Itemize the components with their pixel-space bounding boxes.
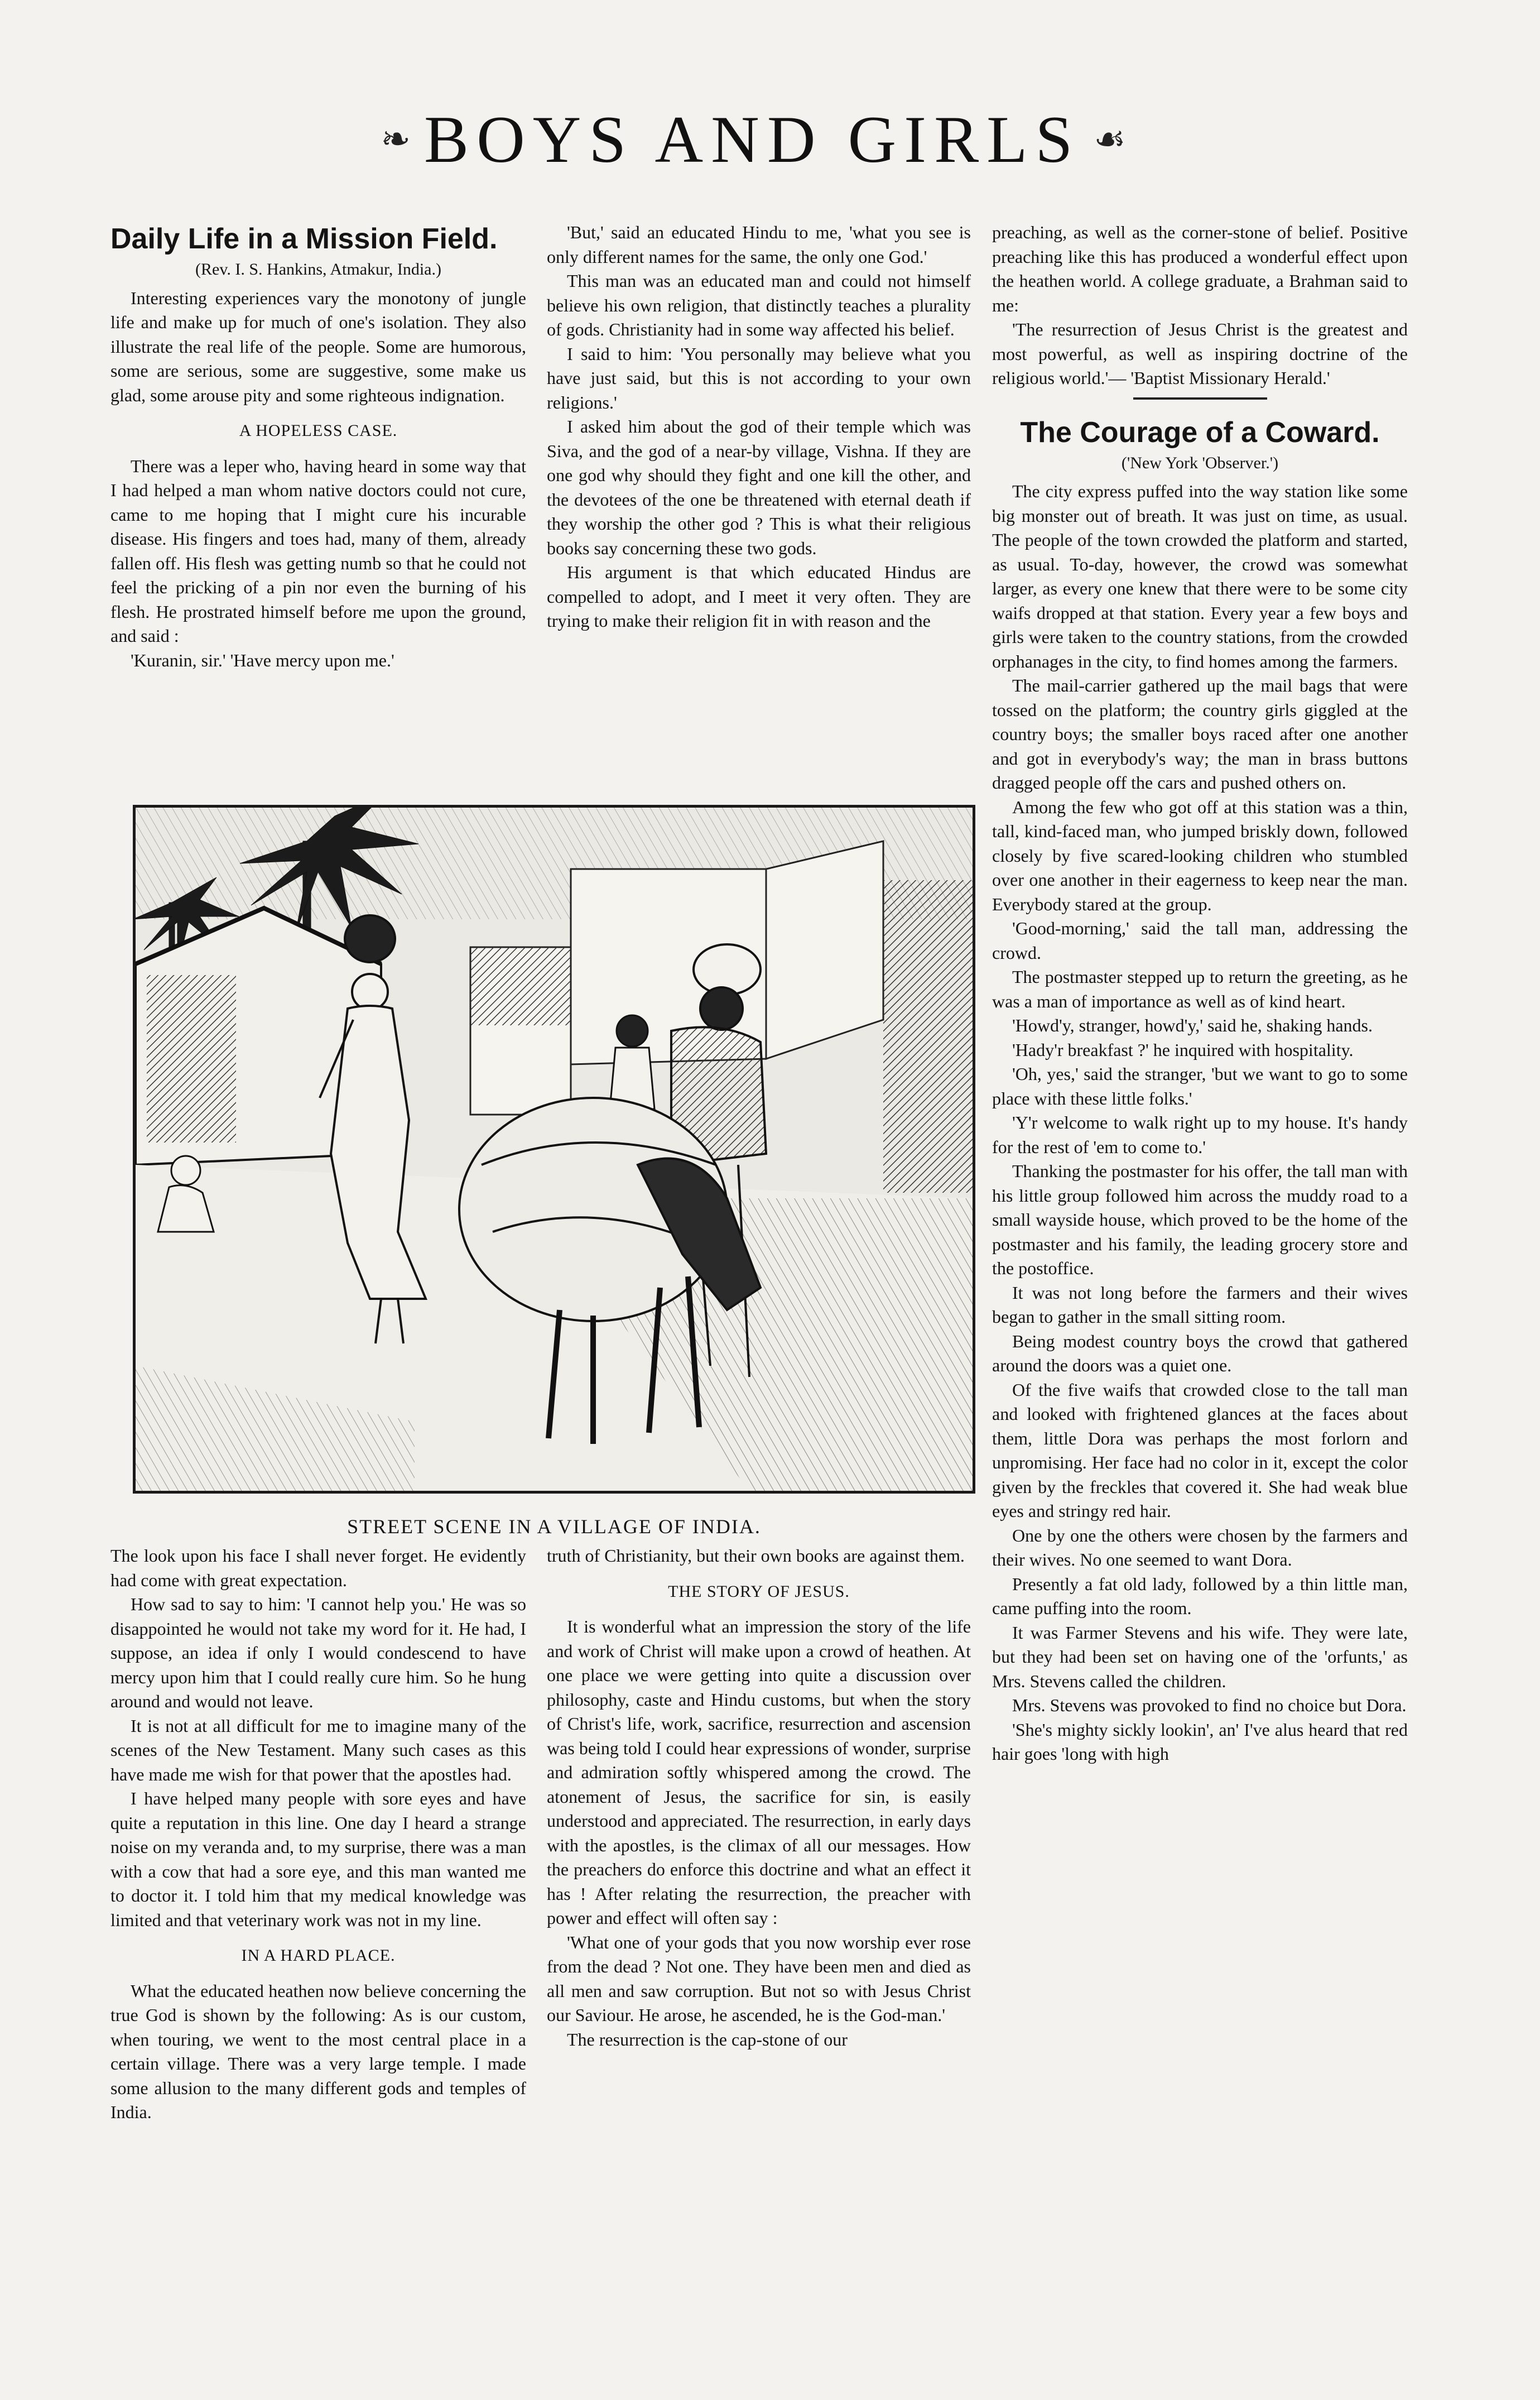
paragraph: It is wonderful what an impression the story of the life and work of Christ will make upon a crowd of heathen. At one place we were getting into quite a discussion over philosophy, caste and Hindu customs, but when the story of Christ's life, work, sacrifice, resurrection and ascension was being told I could hear expressions of wonder, surprise and admiration softly whispered among the crowd. The atonement of Jesus, the sacrifice for sin, is easily understood and appreciated. The resurrection, in early days with the apostles, is the climax of all our messages. How the preachers do enforce this doctrine and what an effect it has ! After relating the resurrection, the preacher with power and effect will often say : — [547, 1616, 971, 1928]
paragraph: 'Hady'r breakfast ?' he inquired with hospitality. — [1012, 1039, 1354, 1060]
paragraph: preaching, as well as the corner-stone of belief. Positive preaching like this has produced a wonderful effect upon the heathen world. A college graduate, a Brahman said to me: — [992, 222, 1408, 315]
paragraph: 'Howd'y, stranger, howd'y,' said he, shaking hands. — [1012, 1015, 1373, 1035]
figure-caption: STREET SCENE IN A VILLAGE OF INDIA. — [347, 1515, 761, 1538]
paragraph: The mail-carrier gathered up the mail bags that were tossed on the platform; the country girls giggled at the country boys; the smaller boys raced after one another and got in everybody's way; the man in brass buttons dragged people off the cars and pushed others on. — [992, 675, 1408, 793]
paragraph: It was Farmer Stevens and his wife. They were late, but they had been set on having one of the 'orfunts,' as Mrs. Stevens called the children. — [992, 1622, 1408, 1691]
paragraph: I asked him about the god of their temple which was Siva, and the god of a near-by village, Vishna. If they are one god why should they fight and one kill the other, and the devotees of the one be threatened with eternal death if they worship the other god ? This is what their religious books say concerning these two gods. — [547, 416, 971, 558]
paragraph: 'Oh, yes,' said the stranger, 'but we want to go to some place with these little folks.' — [992, 1064, 1408, 1108]
paragraph: The look upon his face I shall never forget. He evidently had come with great expectation. — [110, 1545, 526, 1590]
section-heading: A HOPELESS CASE. — [239, 421, 398, 440]
paragraph: It is not at all difficult for me to imagine many of the scenes of the New Testament. Many such cases as this have made me wish for that power that the apostles had. — [110, 1715, 526, 1784]
article-byline: (Rev. I. S. Hankins, Atmakur, India.) — [195, 260, 441, 279]
left-ornament-icon: ❧ — [381, 119, 411, 159]
paragraph: Being modest country boys the crowd that gathered around the doors was a quiet one. — [992, 1331, 1408, 1375]
section-heading: IN A HARD PLACE. — [241, 1946, 396, 1965]
paragraph: This man was an educated man and could not himself believe his own religion, that distinctly teaches a plurality of gods. Christianity had in some way affected his belief. — [547, 271, 971, 339]
paragraph: His argument is that which educated Hindus are compelled to adopt, and I meet it very often. They are trying to make their religion fit in with reason and the — [547, 562, 971, 631]
paragraph: I said to him: 'You personally may believe what you have just said, but this is not according to your own religions.' — [547, 343, 971, 412]
paragraph: 'But,' said an educated Hindu to me, 'what you see is only different names for the same, the only one God.' — [547, 222, 971, 267]
paragraph: There was a leper who, having heard in some way that I had helped a man whom native doctors could not cure, came to me hoping that I might cure his incurable disease. His fingers and toes had, many of them, already fallen off. His flesh was getting numb so that he could not feel the pricking of a pin nor even the burning of his flesh. He prostrated himself before me upon the ground, and said : — [110, 455, 526, 646]
column-1-bottom — [110, 1544, 526, 2370]
paragraph: 'Y'r welcome to walk right up to my house. It's handy for the rest of 'em to come to.' — [992, 1112, 1408, 1157]
article-source: ('New York 'Observer.') — [1121, 453, 1279, 472]
paragraph: Among the few who got off at this station was a thin, tall, kind-faced man, who jumped briskly down, followed closely by five scared-looking children who stumbled over one another in their eagerness to keep near the man. Everybody stared at the group. — [992, 796, 1408, 914]
paragraph: 'Kuranin, sir.' 'Have mercy upon me.' — [131, 650, 394, 670]
article-title: Daily Life in a Mission Field. — [110, 223, 498, 255]
section-heading: THE STORY OF JESUS. — [668, 1582, 850, 1601]
paragraph: 'She's mighty sickly lookin', an' I've alus heard that red hair goes 'long with high — [992, 1719, 1408, 1764]
engraving-image — [136, 808, 973, 1491]
paragraph: The postmaster stepped up to return the greeting, as he was a man of importance as well as of kind heart. — [992, 967, 1408, 1011]
article-divider — [1133, 397, 1267, 400]
article-title: The Courage of a Coward. — [1020, 416, 1380, 449]
child-figure — [610, 1015, 654, 1109]
street-scene-illustration — [133, 805, 975, 1494]
paragraph: Mrs. Stevens was provoked to find no choice but Dora. — [1012, 1695, 1407, 1715]
column-3 — [992, 220, 1408, 2375]
paragraph: How sad to say to him: 'I cannot help you.' He was so disappointed he would not take my word for it. He had, I suppose, an idea if only I would condescend to have mercy upon him that I could really cure him. So he hung around and would not leave. — [110, 1594, 526, 1711]
right-ornament-icon: ☙ — [1094, 119, 1126, 159]
paragraph: I have helped many people with sore eyes and have quite a reputation in this line. One day I heard a strange noise on my veranda and, to my surprise, there was a man with a cow that had a sore eye, and this man wanted me to doctor it. I told him that my medical knowledge was limited and that veterinary work was not in my line. — [110, 1788, 526, 1930]
section-masthead — [301, 95, 1205, 184]
column-2-top — [547, 220, 971, 801]
paragraph: Interesting experiences vary the monotony of jungle life and make up for much of one's isolation. They also illustrate the real life of the people. Some are humorous, some are serious, some are suggestive, some make us glad, some arouse pity and some righteous indignation. — [110, 287, 526, 405]
paragraph: Of the five waifs that crowded close to the tall man and looked with frightened glances at the faces about them, little Dora was perhaps the most forlorn and unpromising. Her face had no color in it, except the color given by the freckles that covered it. She had weak blue eyes and stringy red hair. — [992, 1379, 1408, 1521]
paragraph: truth of Christianity, but their own books are against them. — [547, 1545, 965, 1566]
paragraph: Presently a fat old lady, followed by a thin little man, came puffing into the room. — [992, 1573, 1408, 1618]
paragraph: What the educated heathen now believe concerning the true God is shown by the following: As is our custom, when touring, we went to the most central place in a certain village. There was a very large temple. I made some allusion to the many different gods and temples of India. — [110, 1980, 526, 2122]
column-2-bottom — [547, 1544, 971, 2370]
paragraph: The resurrection is the cap-stone of our — [567, 2029, 848, 2049]
paragraph: Thanking the postmaster for his offer, the tall man with his little group followed him across the muddy road to a small wayside house, which proved to be the home of the postmaster and his family, the leading grocery store and the postoffice. — [992, 1161, 1408, 1278]
section-title: BOYS AND GIRLS — [424, 102, 1081, 176]
paragraph: One by one the others were chosen by the farmers and their wives. No one seemed to want Dora. — [992, 1525, 1408, 1569]
paragraph: 'What one of your gods that you now worship ever rose from the dead ? Not one. They have been men and died as all men and saw corruption. But not so with Jesus Christ our Saviour. He arose, he ascended, he is the God-man.' — [547, 1932, 971, 2025]
column-1-top — [110, 220, 526, 801]
paragraph: It was not long before the farmers and their wives began to gather in the small sitting room. — [992, 1282, 1408, 1327]
paragraph: 'Good-morning,' said the tall man, addressing the crowd. — [992, 918, 1408, 963]
paragraph: 'The resurrection of Jesus Christ is the greatest and most powerful, as well as inspiring doctrine of the religious world.'— 'Baptist Missionary Herald.' — [992, 319, 1408, 388]
paragraph: The city express puffed into the way station like some big monster out of breath. It was just on time, as usual. The people of the town crowded the platform and started, as usual. To-day, however, the crowd was somewhat larger, as every one knew that there were to be some city waifs dropped at that station. Every year a few boys and girls were taken to the country stations, from the crowded orphanages in the city, to find homes among the farmers. — [992, 481, 1408, 671]
